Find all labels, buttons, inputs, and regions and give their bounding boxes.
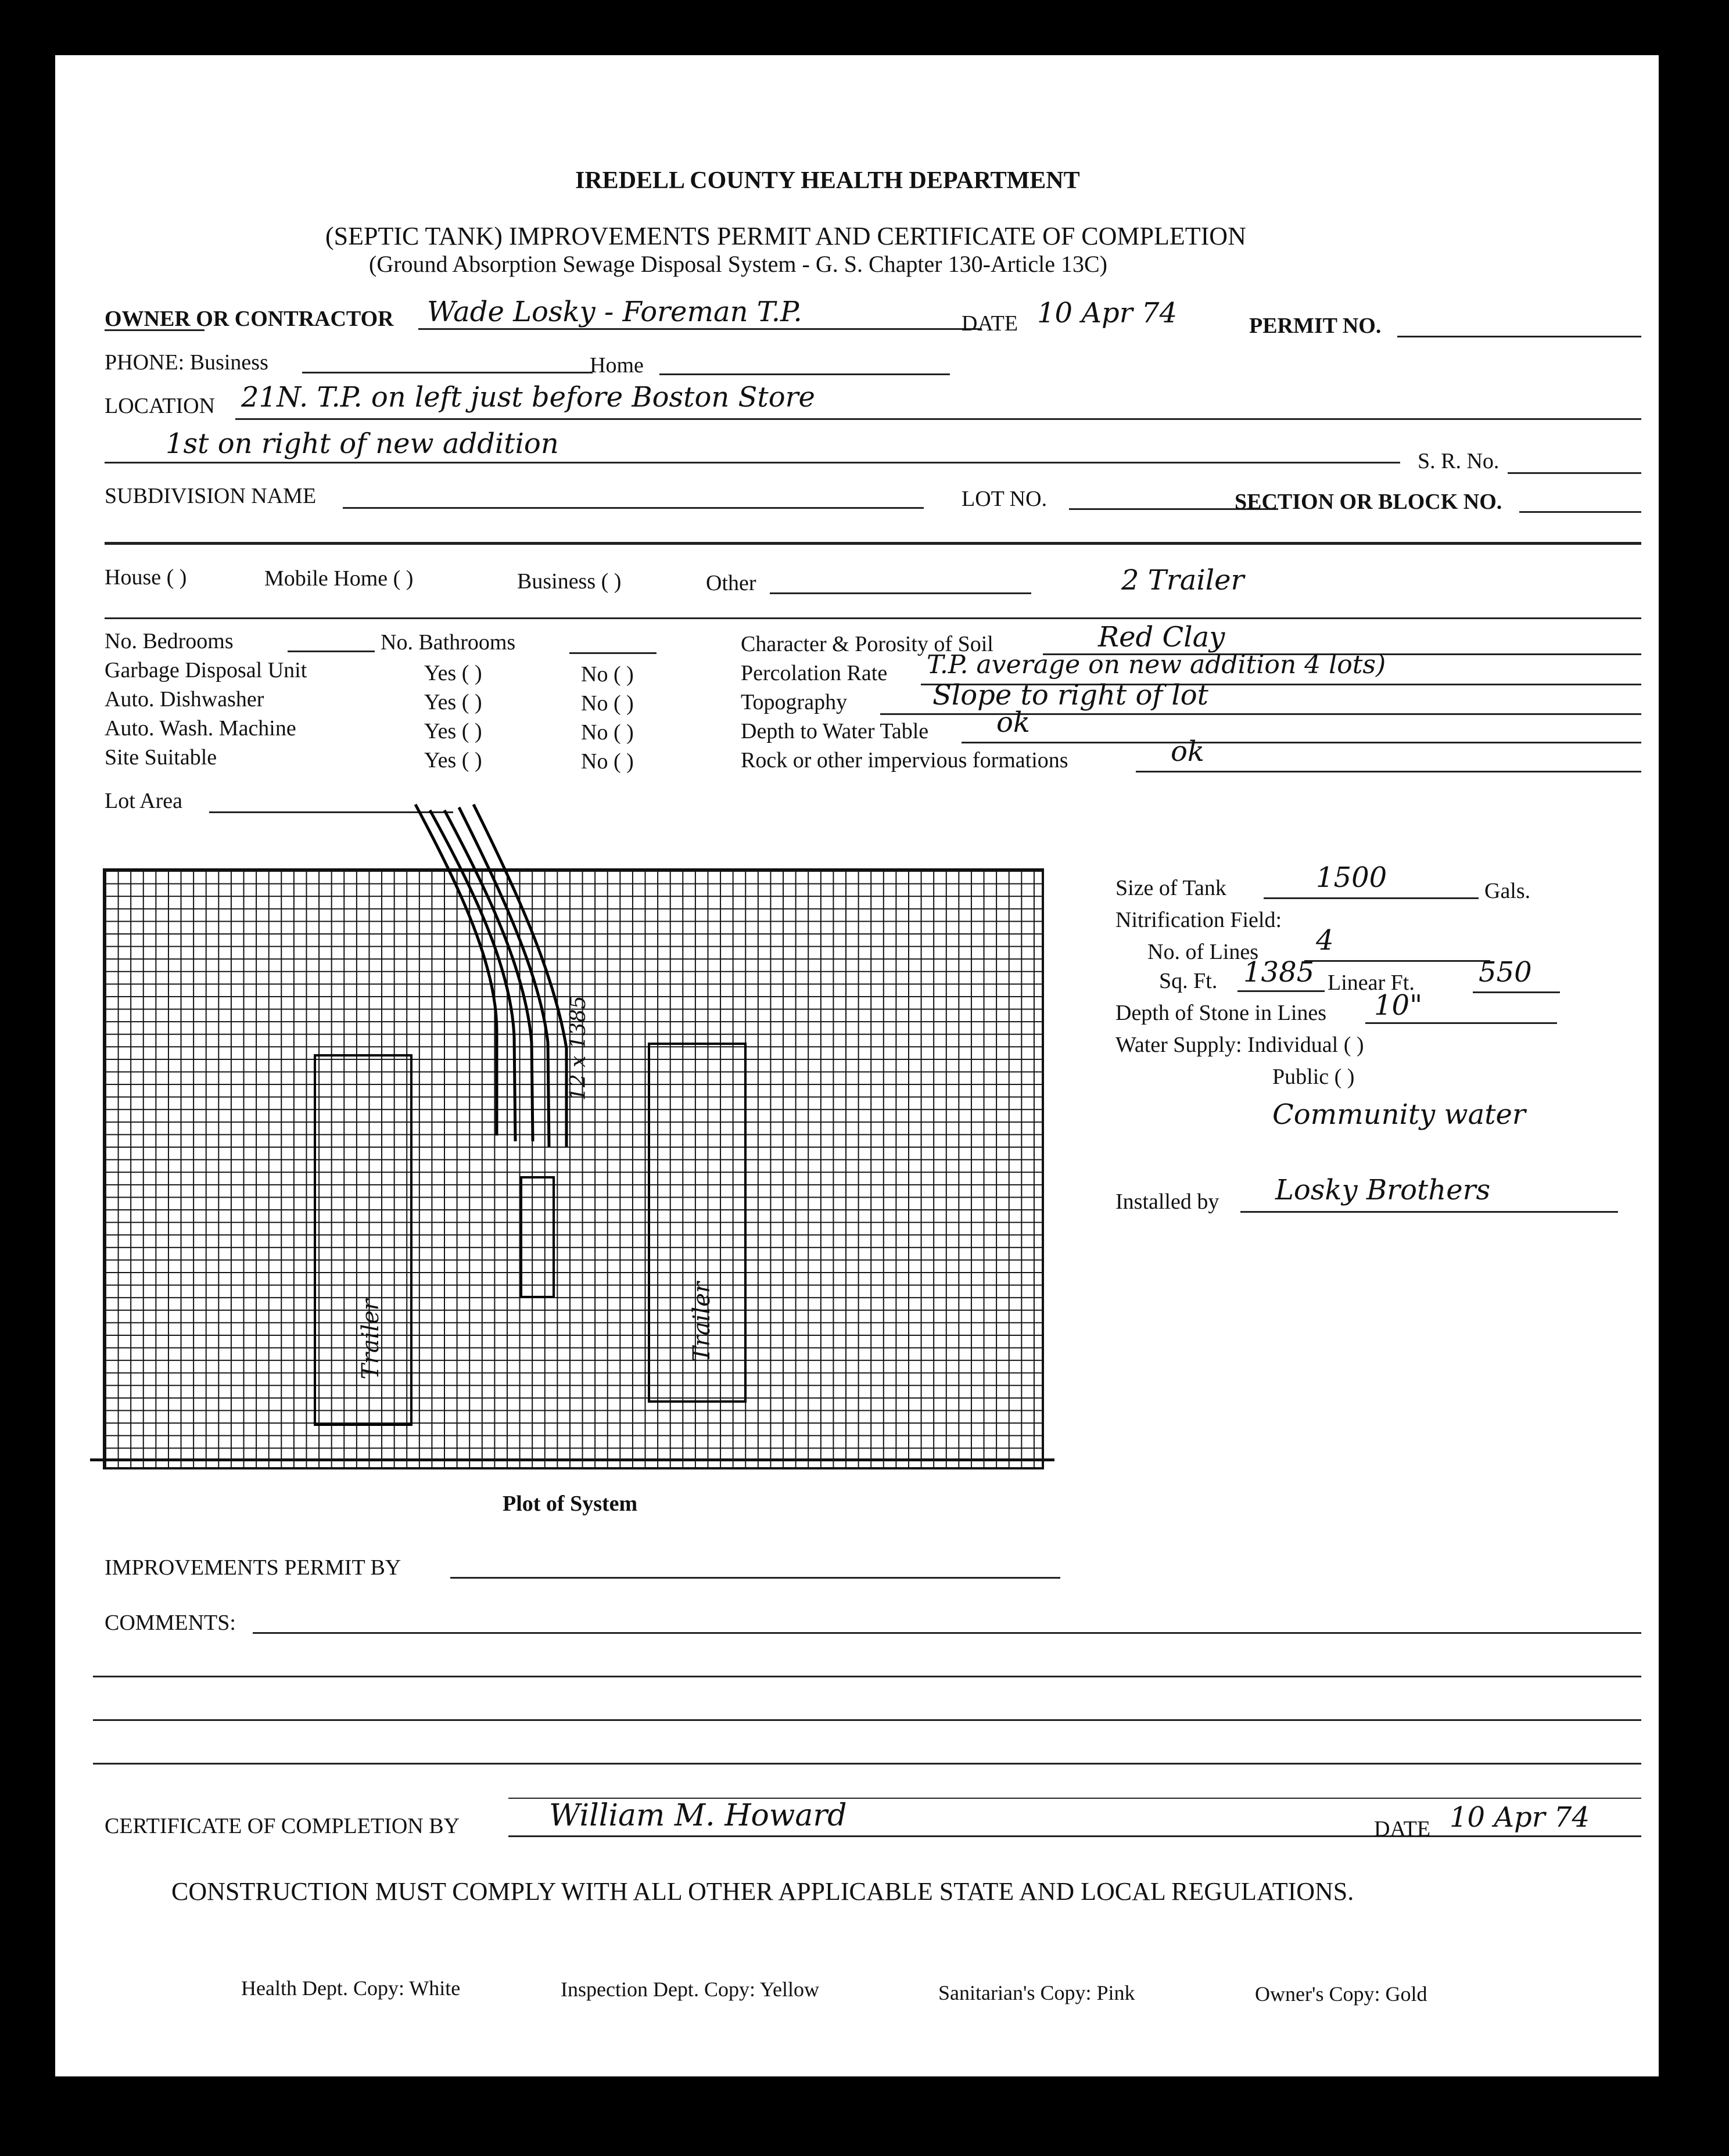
linear-ft-label: Linear Ft. xyxy=(1328,971,1415,995)
mobile-home-option: Mobile Home ( ) xyxy=(264,566,414,591)
comments-label: COMMENTS: xyxy=(105,1611,236,1635)
business-option: Business ( ) xyxy=(517,569,622,594)
bathrooms-label: No. Bathrooms xyxy=(381,630,516,655)
percolation-label: Percolation Rate xyxy=(741,661,888,685)
copy-health: Health Dept. Copy: White xyxy=(241,1977,461,2000)
water-table-value: ok xyxy=(996,706,1030,739)
topography-label: Topography xyxy=(741,690,848,714)
header-form-title: (SEPTIC TANK) IMPROVEMENTS PERMIT AND CERTIFICATE OF COMPLETION xyxy=(325,222,1246,250)
water-supply-label: Water Supply: Individual ( ) xyxy=(1115,1033,1364,1057)
location-label: LOCATION xyxy=(105,394,215,418)
soil-label: Character & Porosity of Soil xyxy=(741,632,993,656)
stone-depth-label: Depth of Stone in Lines xyxy=(1115,1001,1327,1025)
document-sheet xyxy=(55,55,1659,2076)
soil-value: Red Clay xyxy=(1098,621,1225,653)
sr-no-label: S. R. No. xyxy=(1418,449,1500,473)
copy-sanitarian: Sanitarian's Copy: Pink xyxy=(938,1981,1135,2004)
sq-ft-value: 1385 xyxy=(1243,956,1315,989)
road-label: 12 x 1385 xyxy=(566,996,590,1101)
linear-ft-value: 550 xyxy=(1479,956,1532,989)
permit-no-label: PERMIT NO. xyxy=(1249,314,1382,338)
header-department: IREDELL COUNTY HEALTH DEPARTMENT xyxy=(575,167,1080,194)
phone-home-label: Home xyxy=(590,353,644,378)
location-value-1: 21N. T.P. on left just before Boston Store xyxy=(241,381,815,414)
rock-value: ok xyxy=(1171,735,1204,768)
water-public-label: Public ( ) xyxy=(1272,1065,1355,1089)
garbage-disposal-no: No ( ) xyxy=(581,662,634,687)
trailer-right-label: Trailer xyxy=(688,1281,715,1362)
site-suitable-label: Site Suitable xyxy=(105,745,217,770)
garbage-disposal-label: Garbage Disposal Unit xyxy=(105,658,307,682)
wash-machine-yes: Yes ( ) xyxy=(424,719,482,743)
section-block-label: SECTION OR BLOCK NO. xyxy=(1235,490,1502,514)
site-suitable-yes: Yes ( ) xyxy=(424,748,482,772)
certificate-date-value: 10 Apr 74 xyxy=(1450,1801,1590,1834)
percolation-value: T.P. average on new addition 4 lots) xyxy=(927,650,1386,680)
lot-no-label: LOT NO. xyxy=(962,487,1048,511)
other-label: Other xyxy=(706,571,756,595)
wash-machine-label: Auto. Wash. Machine xyxy=(105,716,296,741)
lines-value: 4 xyxy=(1316,924,1334,957)
date-value: 10 Apr 74 xyxy=(1037,297,1178,329)
plot-caption: Plot of System xyxy=(503,1492,638,1516)
certificate-date-label: DATE xyxy=(1374,1817,1431,1841)
house-option: House ( ) xyxy=(105,565,187,590)
sq-ft-label: Sq. Ft. xyxy=(1159,969,1218,993)
plot-drawing xyxy=(55,55,1659,2076)
site-suitable-no: No ( ) xyxy=(581,749,634,774)
rock-label: Rock or other impervious formations xyxy=(741,748,1068,772)
header-subtitle: (Ground Absorption Sewage Disposal System - G. S. Chapter 130-Article 13C) xyxy=(369,251,1107,277)
compliance-notice: CONSTRUCTION MUST COMPLY WITH ALL OTHER APPLICABLE STATE AND LOCAL REGULATIONS. xyxy=(171,1877,1354,1906)
installed-by-value: Losky Brothers xyxy=(1275,1174,1491,1206)
dishwasher-yes: Yes ( ) xyxy=(424,690,482,714)
water-supply-value: Community water xyxy=(1272,1098,1526,1131)
lot-area-label: Lot Area xyxy=(105,789,183,813)
topography-value: Slope to right of lot xyxy=(932,679,1208,712)
trailer-left-label: Trailer xyxy=(357,1299,384,1379)
stone-depth-value: 10" xyxy=(1374,989,1423,1022)
owner-label: OWNER OR CONTRACTOR xyxy=(105,307,394,331)
installed-by-label: Installed by xyxy=(1115,1190,1219,1214)
bedrooms-label: No. Bedrooms xyxy=(105,629,234,653)
tank-outline xyxy=(520,1176,555,1298)
nitrification-label: Nitrification Field: xyxy=(1115,908,1282,932)
certificate-label: CERTIFICATE OF COMPLETION BY xyxy=(105,1814,460,1838)
garbage-disposal-yes: Yes ( ) xyxy=(424,661,482,685)
lines-label: No. of Lines xyxy=(1147,940,1259,964)
tank-size-value: 1500 xyxy=(1316,861,1387,894)
date-label: DATE xyxy=(962,311,1018,336)
location-value-2: 1st on right of new addition xyxy=(166,427,559,460)
tank-size-label: Size of Tank xyxy=(1115,876,1226,900)
dishwasher-label: Auto. Dishwasher xyxy=(105,687,264,712)
water-table-label: Depth to Water Table xyxy=(741,719,929,743)
tank-gals-label: Gals. xyxy=(1484,879,1531,903)
other-value: 2 Trailer xyxy=(1121,564,1244,597)
copy-inspection: Inspection Dept. Copy: Yellow xyxy=(561,1978,819,2001)
copy-owner: Owner's Copy: Gold xyxy=(1255,1982,1427,2006)
subdivision-label: SUBDIVISION NAME xyxy=(105,484,317,508)
improvements-permit-label: IMPROVEMENTS PERMIT BY xyxy=(105,1555,401,1580)
certificate-signature: William M. Howard xyxy=(549,1798,847,1833)
wash-machine-no: No ( ) xyxy=(581,720,634,745)
dishwasher-no: No ( ) xyxy=(581,691,634,716)
owner-value: Wade Losky - Foreman T.P. xyxy=(427,296,802,328)
phone-label: PHONE: Business xyxy=(105,350,268,375)
